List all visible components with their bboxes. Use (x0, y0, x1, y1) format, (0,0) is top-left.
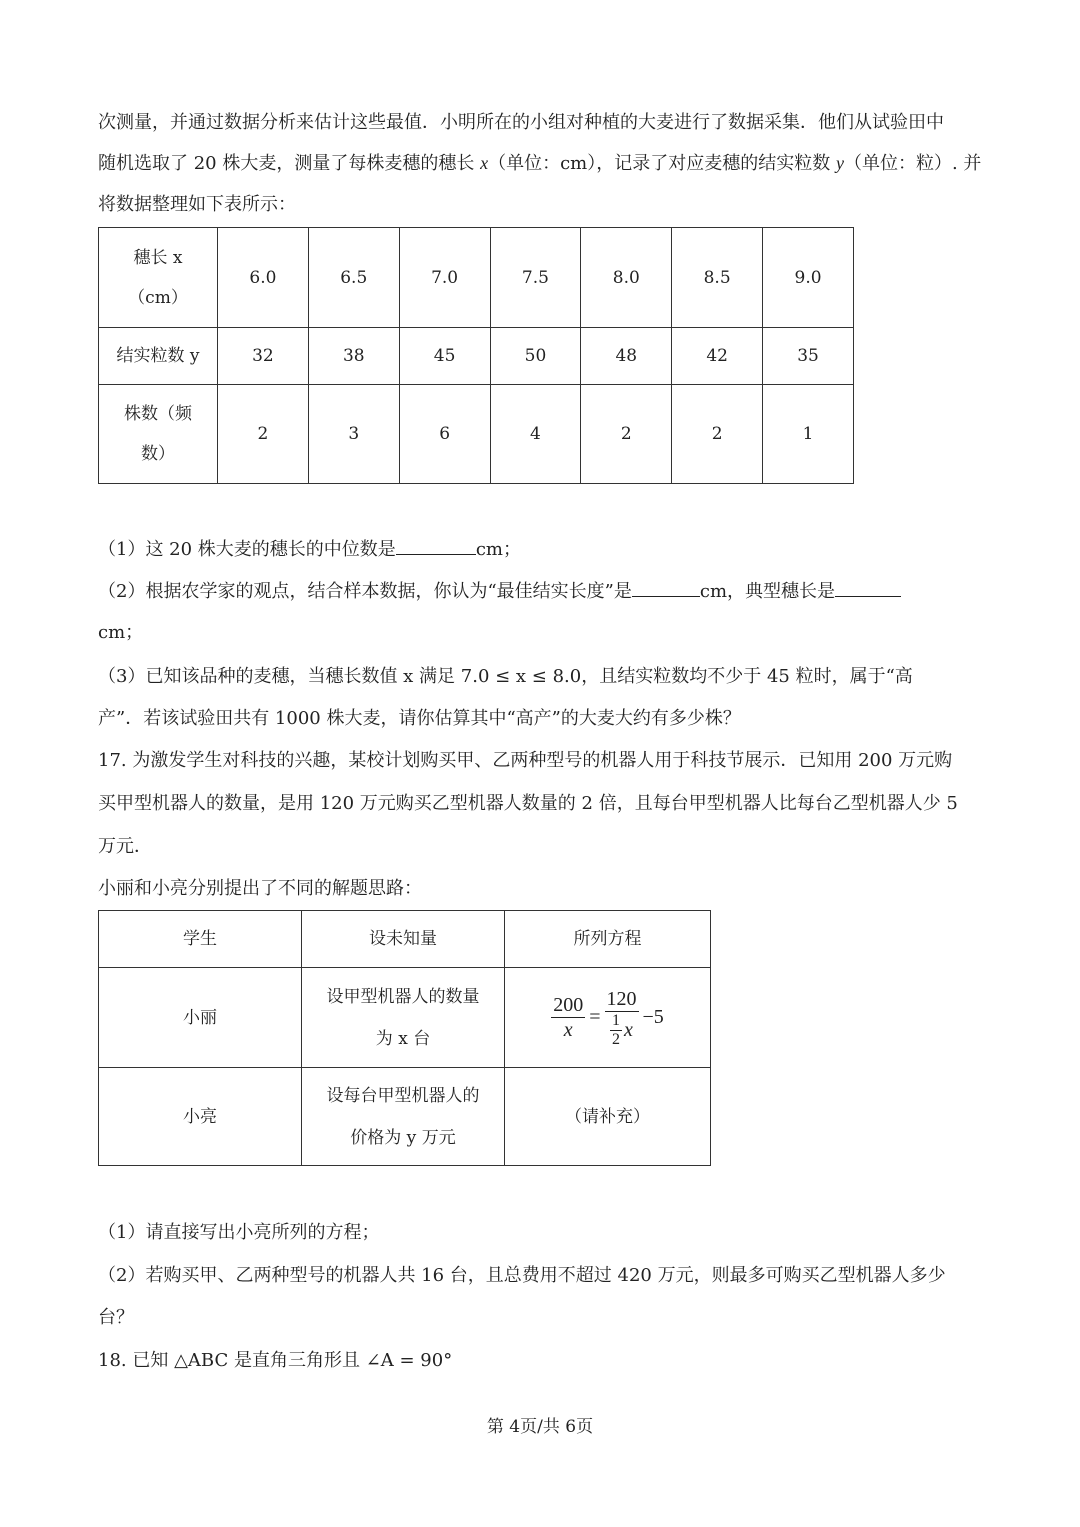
page-number: 第 4页/共 6页 (486, 1417, 594, 1437)
table-row-xiaoliang (99, 1068, 711, 1166)
fraction (605, 987, 639, 1049)
table-cell: 48 (581, 328, 672, 385)
barley-data-table (98, 227, 854, 484)
table-cell: 35 (763, 328, 854, 385)
q16-part-1-text: （1）这 20 株大麦的穗长的中位数是 (98, 539, 396, 560)
fraction-numerator: 200 (553, 994, 584, 1016)
row-label-length-b: （cm） (128, 287, 188, 308)
table-cell: 1 (763, 385, 854, 484)
table-cell: 9.0 (763, 228, 854, 328)
answer-blank[interactable] (396, 536, 476, 555)
student-name: 小丽 (99, 968, 302, 1068)
table-cell: 2 (672, 385, 763, 484)
solution-approach-table (98, 910, 711, 1166)
student-name: 小亮 (99, 1068, 302, 1166)
unknown-definition-a: 设每台甲型机器人的 (326, 1085, 480, 1106)
q16-part-1-unit: cm； (475, 539, 521, 560)
minus-five: −5 (642, 1006, 664, 1028)
fraction-numerator: 120 (606, 987, 637, 1010)
var-x: x (480, 153, 489, 173)
unknown-definition-a: 设甲型机器人的数量 (326, 986, 480, 1007)
q16-part-3: （3）已知该品种的麦穗，当穗长数值 x 满足 7.0 ≤ x ≤ 8.0，且结实粒数均不少于 45 粒时，属于“高 (98, 666, 913, 687)
variable-x: x (624, 1019, 633, 1041)
row-label-length-a: 穗长 x (133, 247, 183, 268)
intro-line-1: 次测量，并通过数据分析来估计这些最值．小明所在的小组对种植的大麦进行了数据采集．他们从试验田中 (98, 112, 944, 133)
q16-part-3-cont: 产”．若该试验田共有 1000 株大麦，请你估算其中“高产”的大麦大约有多少株？ (98, 708, 741, 729)
unknown-definition (302, 968, 505, 1068)
answer-blank[interactable] (835, 578, 901, 597)
header-unknown: 设未知量 (302, 911, 505, 968)
var-y: y (835, 153, 844, 173)
answer-blank[interactable] (632, 578, 700, 597)
table-cell: 42 (672, 328, 763, 385)
unknown-definition (302, 1068, 505, 1166)
table-cell: 7.5 (490, 228, 581, 328)
equation-placeholder: （请补充） (505, 1068, 711, 1166)
q17-part-2: （2）若购买甲、乙两种型号的机器人共 16 台，且总费用不超过 420 万元，则最多可购买乙型机器人多少 (98, 1265, 946, 1286)
unknown-definition-b: 为 x 台 (375, 1028, 431, 1049)
table-row-counts (99, 385, 854, 484)
intro-line-2-c: （单位：粒）. 并 (843, 153, 982, 174)
table-cell: 38 (308, 328, 399, 385)
q16-part-2-cont: cm； (98, 622, 144, 643)
equation (551, 987, 664, 1049)
table-cell: 6.5 (308, 228, 399, 328)
table-cell: 6 (399, 385, 490, 484)
row-label-length (99, 228, 218, 328)
intro-line-2 (98, 150, 982, 177)
table-cell: 45 (399, 328, 490, 385)
q17-line-2: 买甲型机器人的数量，是用 120 万元购买乙型机器人数量的 2 倍，且每台甲型机器人比每台乙型机器人少 5 (98, 793, 958, 814)
table-cell: 32 (218, 328, 309, 385)
intro-line-2-a: 随机选取了 20 株大麦，测量了每株麦穗的穗长 (98, 153, 481, 174)
row-label-grains: 结实粒数 y (99, 328, 218, 385)
intro-line-3: 将数据整理如下表所示： (98, 194, 296, 215)
equals-sign: = (589, 1006, 601, 1028)
fraction-denominator: x (563, 1019, 573, 1041)
header-equation: 所列方程 (505, 911, 711, 968)
header-student: 学生 (99, 911, 302, 968)
half-numerator: 1 (612, 1011, 621, 1029)
table-cell: 8.5 (672, 228, 763, 328)
table-cell: 6.0 (218, 228, 309, 328)
table-cell: 7.0 (399, 228, 490, 328)
q18-line-1: 18. 已知 △ABC 是直角三角形且 ∠A = 90° (98, 1350, 453, 1371)
q16-part-2-mid: cm，典型穗长是 (699, 581, 836, 602)
intro-line-2-b: （单位：cm），记录了对应麦穗的结实粒数 (488, 153, 836, 174)
q16-part-2-text: （2）根据农学家的观点，结合样本数据，你认为“最佳结实长度”是 (98, 581, 632, 602)
half-fraction (610, 1012, 622, 1049)
q17-line-1: 17. 为激发学生对科技的兴趣，某校计划购买甲、乙两种型号的机器人用于科技节展示．已知用 200 万元购 (98, 750, 953, 771)
q16-part-2 (98, 578, 982, 605)
fraction (551, 993, 585, 1042)
equation-cell (505, 968, 711, 1068)
table-cell: 2 (218, 385, 309, 484)
fraction-denominator (610, 1012, 633, 1049)
table-cell: 8.0 (581, 228, 672, 328)
table-cell: 3 (308, 385, 399, 484)
q16-part-1 (98, 536, 982, 563)
half-denominator: 2 (612, 1030, 621, 1048)
q17-part-1: （1）请直接写出小亮所列的方程； (98, 1222, 380, 1243)
table-row-grains (99, 328, 854, 385)
row-label-counts-a: 株数（频 (124, 404, 192, 424)
table-row-length (99, 228, 854, 328)
table-cell: 4 (490, 385, 581, 484)
row-label-counts-b: 数） (141, 444, 175, 464)
table-row-xiaoli (99, 968, 711, 1068)
unknown-definition-b: 价格为 y 万元 (350, 1127, 456, 1148)
table-cell: 50 (490, 328, 581, 385)
row-label-counts (99, 385, 218, 484)
table-cell: 2 (581, 385, 672, 484)
q17-line-3: 万元． (98, 836, 152, 857)
table-header-row (99, 911, 711, 968)
q17-part-2-cont: 台？ (98, 1307, 134, 1328)
q17-line-4: 小丽和小亮分别提出了不同的解题思路： (98, 878, 422, 899)
